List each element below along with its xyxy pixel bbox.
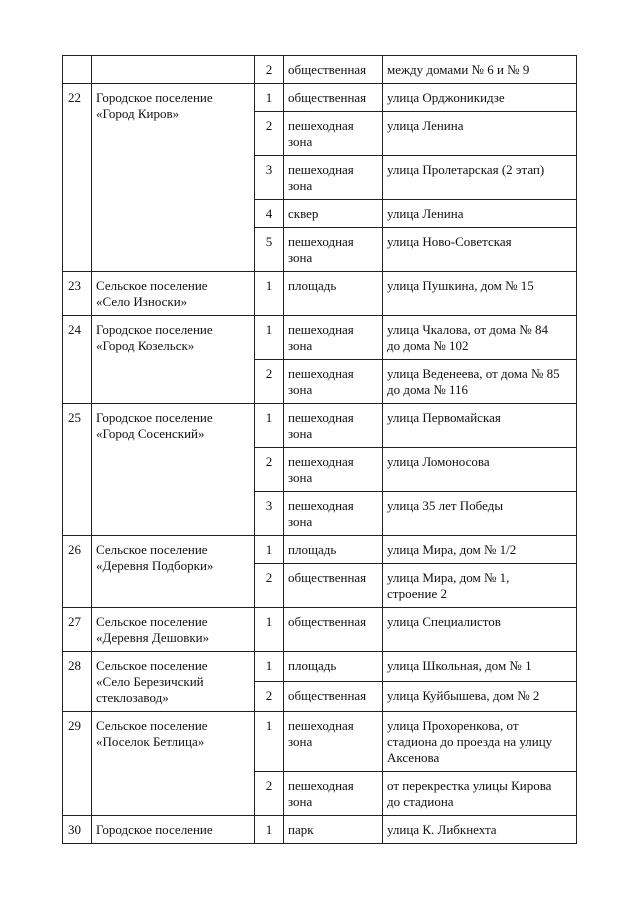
object-number: 4 (255, 200, 284, 228)
object-number: 1 (255, 712, 284, 772)
settlement-name: Сельское поселение «Село Березичский стеклозавод» (92, 652, 255, 712)
row-number (63, 56, 92, 84)
settlement-name: Сельское поселение «Село Износки» (92, 272, 255, 316)
object-number: 3 (255, 492, 284, 536)
object-number: 3 (255, 156, 284, 200)
object-type: сквер (284, 200, 383, 228)
object-type: пешеходная зона (284, 772, 383, 816)
object-type: общественная (284, 56, 383, 84)
settlement-name: Городское поселение «Город Козельск» (92, 316, 255, 404)
object-number: 2 (255, 56, 284, 84)
object-address: улица Школьная, дом № 1 (383, 652, 577, 682)
settlement-name: Сельское поселение «Деревня Подборки» (92, 536, 255, 608)
row-number: 26 (63, 536, 92, 608)
object-type: общественная (284, 564, 383, 608)
object-number: 1 (255, 316, 284, 360)
object-address: улица Пушкина, дом № 15 (383, 272, 577, 316)
object-number: 5 (255, 228, 284, 272)
object-type: пешеходная зона (284, 712, 383, 772)
object-type: площадь (284, 272, 383, 316)
object-type: пешеходная зона (284, 404, 383, 448)
row-number: 22 (63, 84, 92, 272)
object-number: 1 (255, 608, 284, 652)
object-number: 2 (255, 360, 284, 404)
row-number: 29 (63, 712, 92, 816)
object-address: улица Ленина (383, 200, 577, 228)
object-address: улица Ломоносова (383, 448, 577, 492)
row-number: 25 (63, 404, 92, 536)
table-row (63, 816, 577, 844)
object-number: 2 (255, 682, 284, 712)
table-body (63, 56, 577, 844)
object-number: 1 (255, 816, 284, 844)
object-address: улица 35 лет Победы (383, 492, 577, 536)
settlements-table (62, 55, 577, 844)
object-address: улица Первомайская (383, 404, 577, 448)
object-address: между домами № 6 и № 9 (383, 56, 577, 84)
settlement-name: Городское поселение (92, 816, 255, 844)
object-address: улица Ново-Советская (383, 228, 577, 272)
object-type: пешеходная зона (284, 228, 383, 272)
object-type: парк (284, 816, 383, 844)
object-address: улица Веденеева, от дома № 85 до дома № 116 (383, 360, 577, 404)
object-number: 2 (255, 772, 284, 816)
settlement-name: Городское поселение «Город Киров» (92, 84, 255, 272)
object-number: 1 (255, 272, 284, 316)
table-row (63, 272, 577, 316)
object-address: улица Мира, дом № 1, строение 2 (383, 564, 577, 608)
object-number: 2 (255, 564, 284, 608)
table-row (63, 652, 577, 682)
row-number: 24 (63, 316, 92, 404)
object-type: пешеходная зона (284, 360, 383, 404)
object-number: 2 (255, 112, 284, 156)
object-type: пешеходная зона (284, 156, 383, 200)
settlement-name (92, 56, 255, 84)
object-type: пешеходная зона (284, 448, 383, 492)
object-type: пешеходная зона (284, 492, 383, 536)
table-row (63, 316, 577, 360)
table-row (63, 84, 577, 112)
object-address: улица Специалистов (383, 608, 577, 652)
object-type: общественная (284, 682, 383, 712)
table-row (63, 56, 577, 84)
object-address: улица Пролетарская (2 этап) (383, 156, 577, 200)
row-number: 30 (63, 816, 92, 844)
table-row (63, 404, 577, 448)
settlement-name: Городское поселение «Город Сосенский» (92, 404, 255, 536)
object-address: улица Орджоникидзе (383, 84, 577, 112)
settlement-name: Сельское поселение «Поселок Бетлица» (92, 712, 255, 816)
object-type: пешеходная зона (284, 316, 383, 360)
table-row (63, 712, 577, 772)
table-row (63, 608, 577, 652)
object-number: 1 (255, 652, 284, 682)
object-address: от перекрестка улицы Кирова до стадиона (383, 772, 577, 816)
object-address: улица Чкалова, от дома № 84 до дома № 102 (383, 316, 577, 360)
table-row (63, 536, 577, 564)
object-type: общественная (284, 608, 383, 652)
object-address: улица Ленина (383, 112, 577, 156)
object-number: 1 (255, 84, 284, 112)
object-type: площадь (284, 652, 383, 682)
object-address: улица К. Либкнехта (383, 816, 577, 844)
object-number: 1 (255, 404, 284, 448)
object-address: улица Прохоренкова, от стадиона до проезда на улицу Аксенова (383, 712, 577, 772)
object-number: 2 (255, 448, 284, 492)
row-number: 23 (63, 272, 92, 316)
object-type: общественная (284, 84, 383, 112)
object-address: улица Мира, дом № 1/2 (383, 536, 577, 564)
row-number: 28 (63, 652, 92, 712)
settlement-name: Сельское поселение «Деревня Дешовки» (92, 608, 255, 652)
object-type: площадь (284, 536, 383, 564)
object-address: улица Куйбышева, дом № 2 (383, 682, 577, 712)
object-number: 1 (255, 536, 284, 564)
object-type: пешеходная зона (284, 112, 383, 156)
row-number: 27 (63, 608, 92, 652)
